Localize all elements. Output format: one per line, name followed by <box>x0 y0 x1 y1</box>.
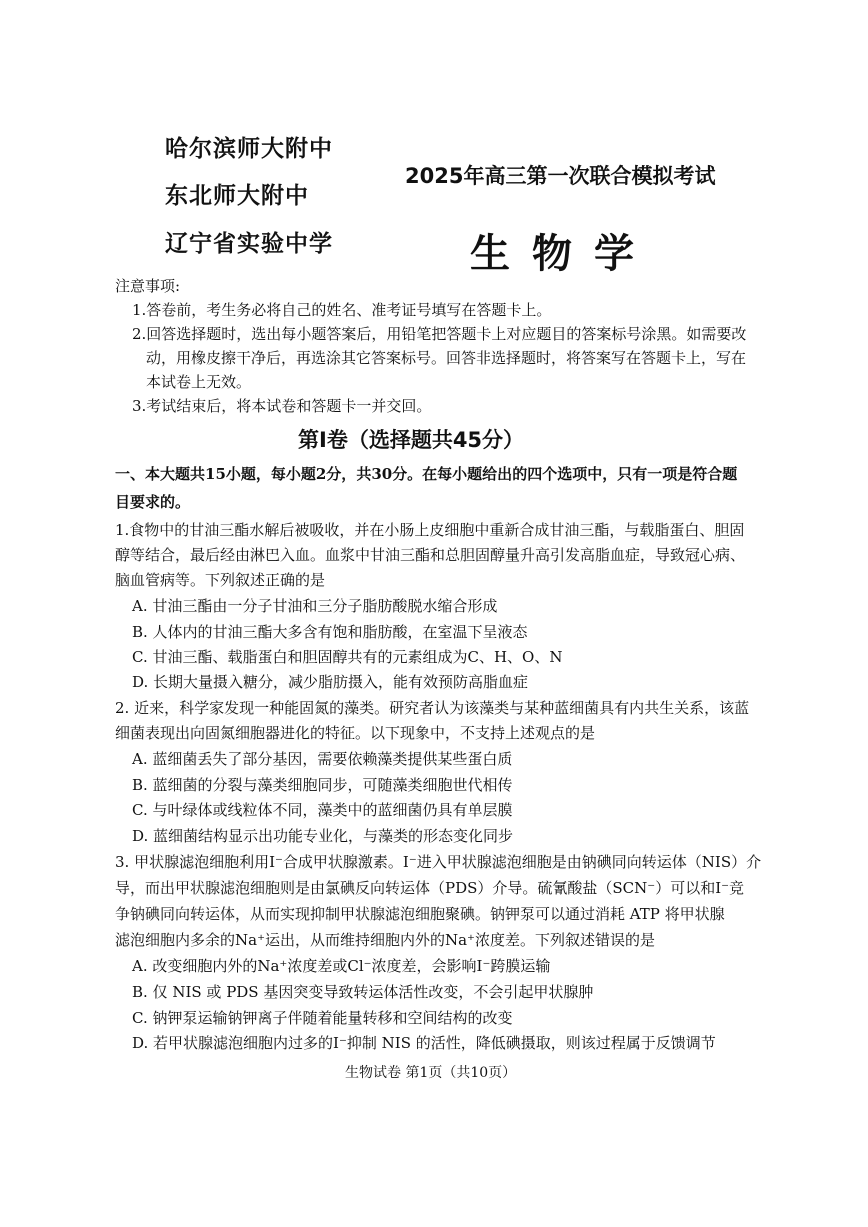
question-3-option-b: B. 仅 NIS 或 PDS 基因突变导致转运体活性改变，不会引起甲状腺肿 <box>132 983 594 1001</box>
question-3-stem: 导，而出甲状腺滤泡细胞则是由氯碘反向转运体（PDS）介导。硫氰酸盐（SCN⁻）可以和I⁻竞 <box>115 879 745 897</box>
question-3-option-d: D. 若甲状腺滤泡细胞内过多的I⁻抑制 NIS 的活性，降低碘摄取，则该过程属于反馈调节 <box>132 1034 716 1052</box>
question-1-option-c: C. 甘油三酯、载脂蛋白和胆固醇共有的元素组成为C、H、O、N <box>132 648 563 666</box>
notice-item: 3.考试结束后，将本试卷和答题卡一并交回。 <box>132 397 432 415</box>
question-1-stem: 醇等结合，最后经由淋巴入血。血浆中甘油三酯和总胆固醇量升高引发高脂血症，导致冠心病、 <box>115 546 746 564</box>
notice-item: 本试卷上无效。 <box>146 373 252 391</box>
question-1-option-a: A. 甘油三酯由一分子甘油和三分子脂肪酸脱水缩合形成 <box>132 597 498 615</box>
page-footer: 生物试卷 第1页（共10页） <box>345 1065 517 1081</box>
question-2-stem: 2. 近来，科学家发现一种能固氮的藻类。研究者认为该藻类与某种蓝细菌具有内共生关系，该蓝 <box>115 699 750 717</box>
question-3-stem: 滤泡细胞内多余的Na⁺运出，从而维持细胞内外的Na⁺浓度差。下列叙述错误的是 <box>115 931 655 949</box>
exam-title: 2025年高三第一次联合模拟考试 <box>405 164 716 188</box>
subject-title: 生物学 <box>470 231 656 277</box>
school-name-2: 东北师大附中 <box>165 183 309 209</box>
question-3-stem: 3. 甲状腺滤泡细胞利用I⁻合成甲状腺激素。I⁻进入甲状腺滤泡细胞是由钠碘同向转运体（NIS）介 <box>115 853 762 871</box>
notice-item: 动，用橡皮擦干净后，再选涂其它答案标号。回答非选择题时，将答案写在答题卡上，写在 <box>146 349 747 367</box>
notice-title: 注意事项: <box>115 277 181 295</box>
section-title: 第I卷（选择题共45分） <box>298 428 525 452</box>
question-1-stem: 脑血管病等。下列叙述正确的是 <box>115 571 326 589</box>
question-3-stem: 争钠碘同向转运体，从而实现抑制甲状腺滤泡细胞聚碘。钠钾泵可以通过消耗 ATP 将甲状腺 <box>115 905 725 923</box>
question-1-stem: 1.食物中的甘油三酯水解后被吸收，并在小肠上皮细胞中重新合成甘油三酯，与载脂蛋白、胆固 <box>115 521 745 539</box>
question-2-option-a: A. 蓝细菌丢失了部分基因，需要依赖藻类提供某些蛋白质 <box>132 750 513 768</box>
question-1-option-b: B. 人体内的甘油三酯大多含有饱和脂肪酸，在室温下呈液态 <box>132 623 528 641</box>
question-2-option-b: B. 蓝细菌的分裂与藻类细胞同步，可随藻类细胞世代相传 <box>132 776 513 794</box>
question-3-option-c: C. 钠钾泵运输钠钾离子伴随着能量转移和空间结构的改变 <box>132 1009 513 1027</box>
section-instruction: 一、本大题共15小题，每小题2分，共30分。在每小题给出的四个选项中，只有一项是符合题 <box>115 465 738 483</box>
question-2-option-c: C. 与叶绿体或线粒体不同，藻类中的蓝细菌仍具有单层膜 <box>132 801 513 819</box>
question-1-option-d: D. 长期大量摄入糖分，减少脂肪摄入，能有效预防高脂血症 <box>132 673 529 691</box>
notice-item: 1.答卷前，考生务必将自己的姓名、准考证号填写在答题卡上。 <box>132 301 552 319</box>
question-2-stem: 细菌表现出向固氮细胞器进化的特征。以下现象中，不支持上述观点的是 <box>115 724 596 742</box>
school-name-1: 哈尔滨师大附中 <box>165 136 333 162</box>
section-instruction: 目要求的。 <box>115 493 191 511</box>
notice-item: 2.回答选择题时，选出每小题答案后，用铅笔把答题卡上对应题目的答案标号涂黑。如需要改 <box>132 325 747 343</box>
school-name-3: 辽宁省实验中学 <box>165 231 333 257</box>
question-2-option-d: D. 蓝细菌结构显示出功能专业化，与藻类的形态变化同步 <box>132 827 514 845</box>
question-3-option-a: A. 改变细胞内外的Na⁺浓度差或Cl⁻浓度差，会影响I⁻跨膜运输 <box>132 957 551 975</box>
